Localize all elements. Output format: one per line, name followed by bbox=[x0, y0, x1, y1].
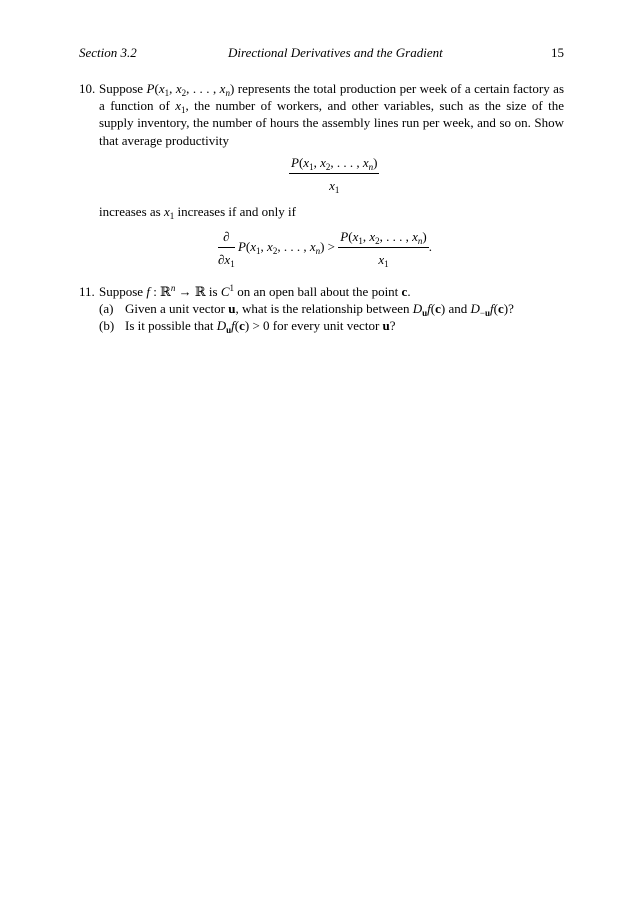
problem-11 bbox=[79, 283, 564, 335]
problem-10 bbox=[79, 80, 564, 149]
problem-text: Suppose $P(x_1$, $x_2$, . . . , $x_n$) represents the total production per week of a certain factory as a function of $x_1$, the number of workers, and other variables, such as the size of the supply inventory, the number of hours the assembly lines run per week, and so on. Show that average productivity bbox=[99, 81, 565, 148]
problem-number: 11. bbox=[79, 284, 95, 299]
average-productivity-fraction: $\frac{P(x_1, x_2, . . . , x_n)}{x_1}$ bbox=[291, 155, 378, 196]
page-number: 15 bbox=[551, 45, 564, 60]
productivity-inequality: ∂ $\partial x_1$ $P(x_1$, $x_2$, . . . , $x_n$) > $\frac{P(x_1, x_2, . . . , x_n)}{x_1}$ . bbox=[218, 229, 432, 270]
problem-text: Suppose f : ℝ$^n$ → ℝ is $C^1$ on an open ball about the point c. (a) Given a unit vector u, what is the relationship between $D_uf(c)$ and $D_{-u}f(c)$? (b) Is it possible that $D_uf(c) > 0$ for every unit vector u? bbox=[99, 283, 564, 335]
running-header bbox=[79, 44, 564, 62]
part-a: (a) Given a unit vector u, what is the relationship between $D_uf(c)$ and $D_{-u}f(c)$? bbox=[99, 301, 514, 319]
problem-number: 10. bbox=[79, 81, 96, 96]
section-label: Section 3.2 bbox=[79, 45, 137, 60]
problem-10-condition: increases as $x_1$ increases if and only if bbox=[99, 204, 296, 221]
part-b: (b) Is it possible that $D_uf(c) > 0$ for every unit vector u? bbox=[99, 318, 396, 336]
chapter-title: Directional Derivatives and the Gradient bbox=[228, 45, 443, 60]
